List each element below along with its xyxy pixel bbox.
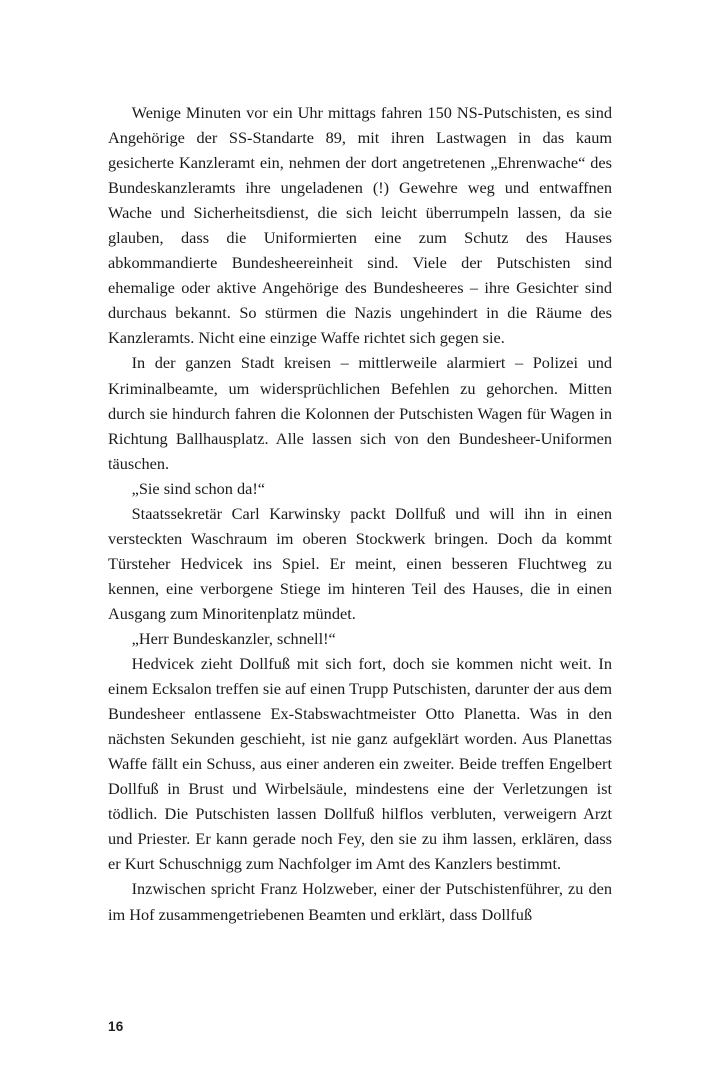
paragraph: In der ganzen Stadt kreisen – mittlerweile alarmiert – Polizei und Kriminalbeamte, um widersprüchlichen Befehlen zu gehorchen. Mitten durch sie hindurch fahren die Kolonnen der Putschisten Wagen für Wagen in Richtung Ballhausplatz. Alle lassen sich von den Bundesheer-Uniformen täuschen. (108, 353, 612, 473)
body-text-block (108, 100, 612, 927)
paragraph: Hedvicek zieht Dollfuß mit sich fort, doch sie kommen nicht weit. In einem Ecksalon treffen sie auf einen Trupp Putschisten, darunter der aus dem Bundesheer entlassene Ex-Stabswachtmeister Otto Planetta. Was in den nächsten Sekunden geschieht, ist nie ganz aufgeklärt worden. Aus Planettas Waffe fällt ein Schuss, aus einer anderen ein zweiter. Beide treffen Engelbert Dollfuß in Brust und Wirbelsäule, mindestens eine der Verletzungen ist tödlich. Die Putschisten lassen Dollfuß hilflos verbluten, verweigern Arzt und Priester. Er kann gerade noch Fey, den sie zu ihm lassen, erklären, dass er Kurt Schuschnigg zum Nachfolger im Amt des Kanzlers bestimmt. (108, 654, 612, 874)
paragraph: Wenige Minuten vor ein Uhr mittags fahren 150 NS-Putschisten, es sind Angehörige der SS-Standarte 89, mit ihren Lastwagen in das kaum gesicherte Kanzleramt ein, nehmen der dort angetretenen „Ehrenwache“ des Bundeskanzleramts ihre ungeladenen (!) Gewehre weg und entwaffnen Wache und Sicherheitsdienst, die sich leicht überrumpeln lassen, da sie glauben, dass die Uniformierten eine zum Schutz des Hauses abkommandierte Bundesheereinheit sind. Viele der Putschisten sind ehemalige oder aktive Angehörige des Bundesheeres – ihre Gesichter sind durchaus bekannt. So stürmen die Nazis ungehindert in die Räume des Kanzleramts. Nicht eine einzige Waffe richtet sich gegen sie. (108, 103, 612, 348)
paragraph: Inzwischen spricht Franz Holzweber, einer der Putschistenführer, zu den im Hof zusammengetriebenen Beamten und erklärt, dass Dollfuß (108, 879, 612, 924)
paragraph: Staatssekretär Carl Karwinsky packt Dollfuß und will ihn in einen versteckten Waschraum im oberen Stockwerk bringen. Doch da kommt Türsteher Hedvicek ins Spiel. Er meint, einen besseren Fluchtweg zu kennen, eine verborgene Stiege im hinteren Teil des Hauses, die in einen Ausgang zum Minoritenplatz mündet. (108, 503, 612, 623)
page-number: 16 (108, 1019, 124, 1034)
paragraph: „Sie sind schon da!“ (131, 478, 266, 498)
paragraph: „Herr Bundeskanzler, schnell!“ (131, 628, 336, 648)
